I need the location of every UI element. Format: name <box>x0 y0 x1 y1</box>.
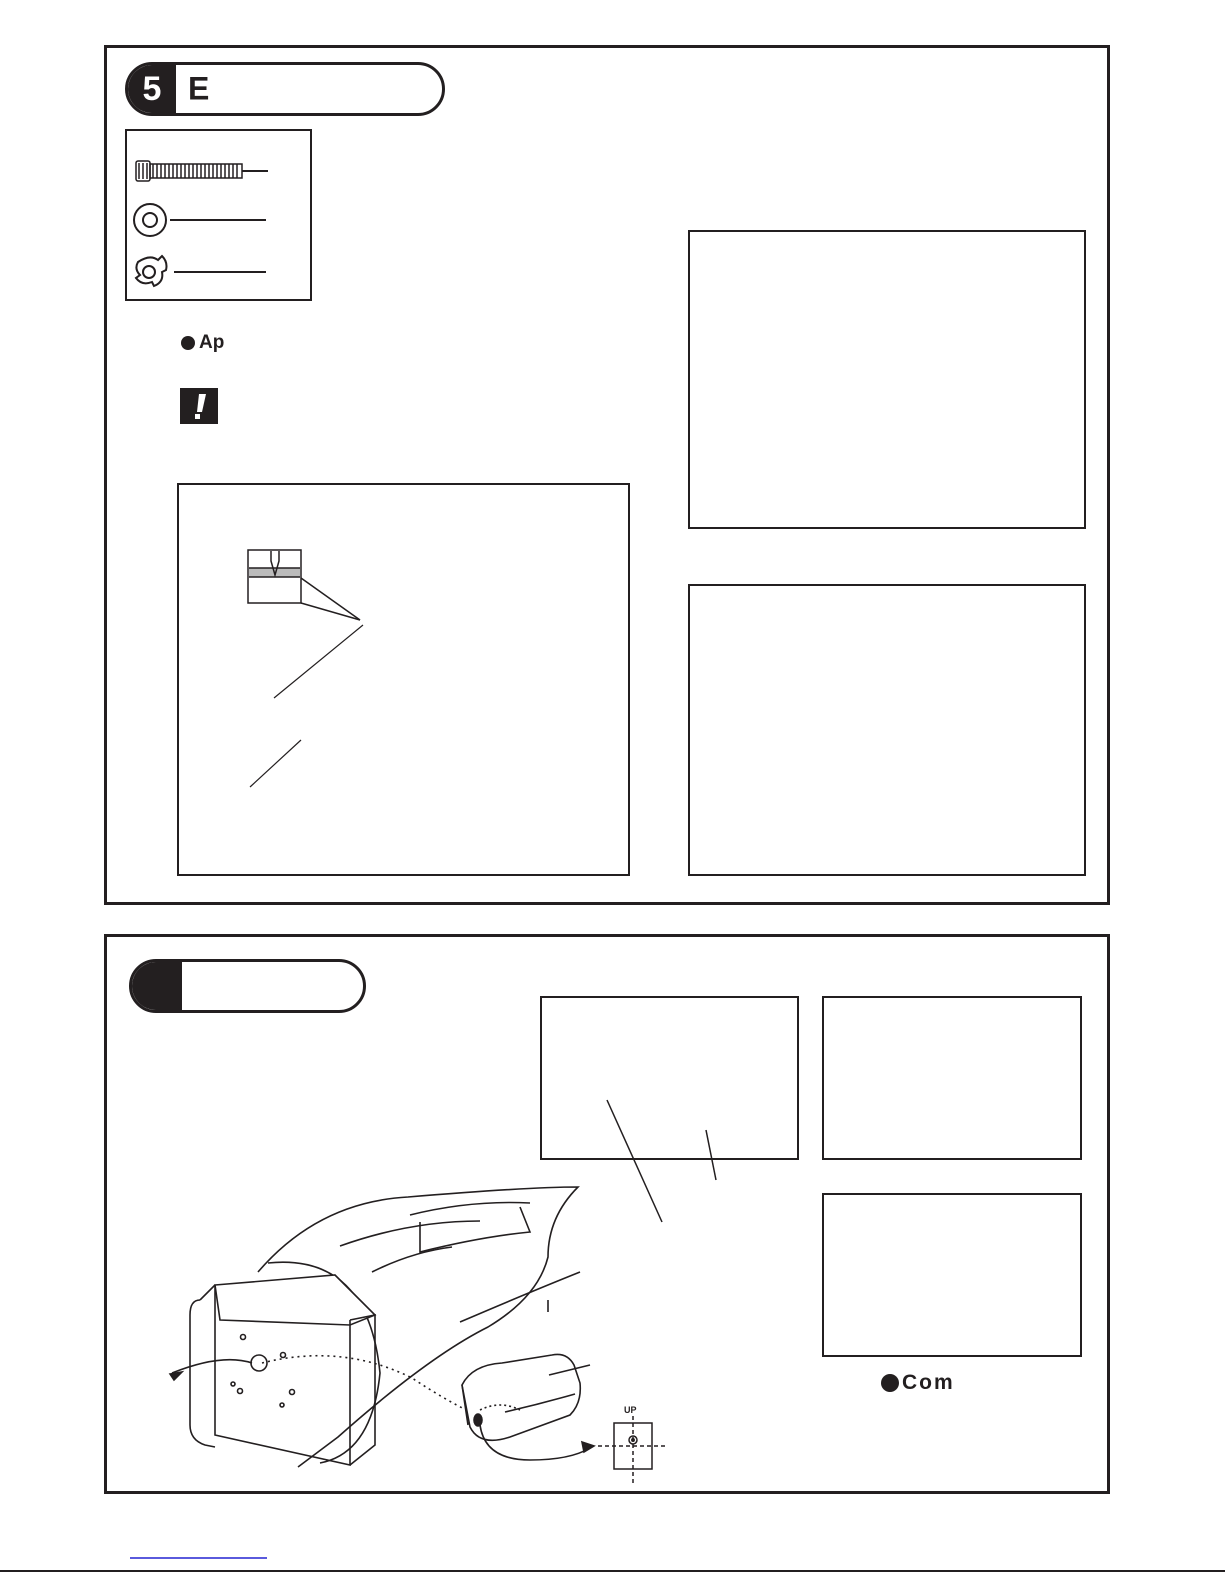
screw-icon <box>136 161 268 181</box>
drill-detail-illustration <box>248 550 363 787</box>
orientation-up-icon <box>598 1416 666 1484</box>
washer-icon <box>134 204 266 236</box>
lock-nut-icon <box>136 256 266 286</box>
exclamation-icon <box>180 388 218 424</box>
fuselage-illustration <box>170 1187 594 1467</box>
up-label: UP <box>624 1405 637 1415</box>
step-6-note-text: Com <box>902 1371 955 1394</box>
tank-leader-lines <box>607 1100 716 1222</box>
step-number: 5 <box>128 65 176 113</box>
step-title: E <box>188 70 210 107</box>
step-5-note-text: Ap <box>199 332 225 353</box>
